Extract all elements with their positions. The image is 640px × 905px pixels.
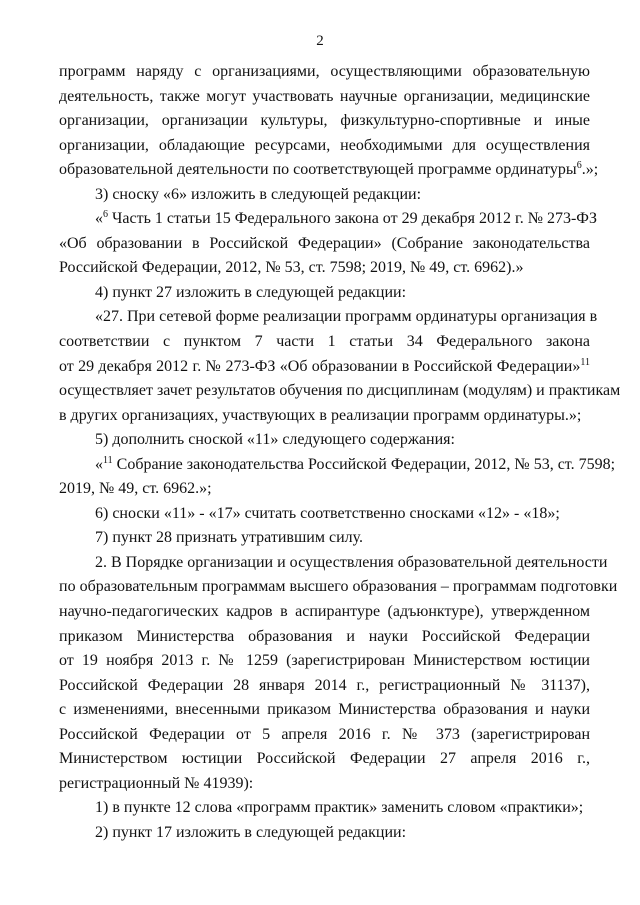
- footnote-marker: 6: [576, 160, 582, 172]
- text-line: [59, 698, 590, 723]
- text-line-content: в других организациях, участвующих в реализации программ ординатуры.»;: [59, 406, 582, 424]
- text-line: [59, 379, 621, 404]
- text-line: [59, 502, 590, 527]
- footnote-marker: 11: [580, 356, 590, 368]
- text-line-content: научно-педагогических кадров в аспирантуре (адъюнктуре), утвержденном: [59, 603, 590, 621]
- text-line: [59, 453, 616, 478]
- text-line: [59, 330, 590, 355]
- text-line-content: от 29 декабря 2012 г. № 273-ФЗ «Об образовании в Российской Федерации»: [59, 357, 581, 375]
- text-line: [59, 232, 590, 257]
- text-line: [59, 551, 608, 576]
- text-line: [59, 85, 590, 110]
- text-line-content: «: [95, 210, 103, 228]
- text-line-content: Российской Федерации 28 января 2014 г., регистрационный № 31137),: [59, 676, 590, 694]
- text-line: [59, 674, 590, 699]
- footnote-marker: 6: [103, 209, 108, 221]
- footnote-marker: 11: [103, 454, 113, 466]
- text-line: [59, 305, 598, 330]
- text-line-content: деятельность, также могут участвовать научные организации, медицинские: [59, 87, 590, 105]
- text-line: [59, 600, 590, 625]
- text-line: [59, 747, 590, 772]
- text-line-content: «Об образовании в Российской Федерации» (Собрание законодательства: [59, 234, 590, 252]
- text-line-content: 7) пункт 28 признать утратившим силу.: [95, 529, 364, 547]
- text-line: [59, 796, 590, 821]
- text-line-content: 1) в пункте 12 слова «программ практик» заменить словом «практики»;: [95, 799, 584, 817]
- text-line: [59, 575, 618, 600]
- text-line: [59, 256, 590, 281]
- text-line: [59, 183, 590, 208]
- text-line-content: от 19 ноября 2013 г. № 1259 (зарегистрирован Министерством юстиции: [59, 652, 590, 670]
- text-line-content: Министерством юстиции Российской Федерации 27 апреля 2016 г.,: [59, 750, 590, 768]
- text-line: [59, 134, 590, 159]
- text-line-content: с изменениями, внесенными приказом Министерства образования и науки: [59, 701, 590, 719]
- text-line: [59, 404, 590, 429]
- text-line-content: 2019, № 49, ст. 6962.»;: [59, 480, 212, 498]
- text-line: [59, 207, 597, 232]
- text-line-content: регистрационный № 41939):: [59, 774, 254, 792]
- text-line: [59, 158, 599, 183]
- text-line-content: 6) сноски «11» - «17» считать соответственно сносками «12» - «18»;: [95, 504, 560, 522]
- text-line-content: 2) пункт 17 изложить в следующей редакции:: [95, 823, 407, 841]
- text-line: [59, 649, 590, 674]
- text-line-continuation: Часть 1 статьи 15 Федерального закона от 29 декабря 2012 г. № 273-ФЗ: [108, 210, 597, 228]
- text-line-content: по образовательным программам высшего образования – программам подготовки: [59, 578, 618, 596]
- text-line-content: 5) дополнить сноской «11» следующего содержания:: [95, 431, 455, 449]
- text-line: [59, 821, 590, 846]
- text-line: [59, 428, 590, 453]
- text-line-content: «27. При сетевой форме реализации программ ординатуры организация в: [95, 308, 598, 326]
- text-line-content: осуществляет зачет результатов обучения по дисциплинам (модулям) и практикам: [59, 382, 621, 400]
- text-line-content: соответствии с пунктом 7 части 1 статьи 34 Федерального закона: [59, 333, 590, 351]
- text-line-content: Российской Федерации, 2012, № 53, ст. 7598; 2019, № 49, ст. 6962).»: [59, 259, 524, 277]
- text-line-content: 3) сноску «6» изложить в следующей редакции:: [95, 185, 422, 203]
- text-line: [59, 355, 590, 380]
- text-line-continuation: .»;: [581, 161, 599, 179]
- document-body: [59, 60, 621, 846]
- page-number: 2: [316, 33, 324, 49]
- text-line: [59, 477, 590, 502]
- text-line-content: программ наряду с организациями, осуществляющими образовательную: [59, 63, 590, 80]
- text-line: [59, 526, 590, 551]
- text-line-continuation: Собрание законодательства Российской Федерации, 2012, № 53, ст. 7598;: [112, 455, 616, 473]
- text-line-content: 2. В Порядке организации и осуществления образовательной деятельности: [95, 553, 608, 571]
- text-line-content: Российской Федерации от 5 апреля 2016 г. № 373 (зарегистрирован: [59, 725, 590, 743]
- text-line-content: 4) пункт 27 изложить в следующей редакции:: [95, 283, 407, 301]
- text-line: [59, 109, 590, 134]
- text-line: [59, 723, 590, 748]
- text-line: [59, 281, 590, 306]
- text-line: [59, 625, 590, 650]
- text-line: [59, 772, 590, 797]
- text-line-content: «: [95, 455, 103, 473]
- text-line-content: организации, обладающие ресурсами, необходимыми для осуществления: [59, 136, 590, 154]
- text-line-content: образовательной деятельности по соответствующей программе ординатуры: [59, 161, 577, 179]
- text-line-content: приказом Министерства образования и науки Российской Федерации: [59, 627, 590, 645]
- text-line: [59, 60, 590, 85]
- text-line-content: организации, организации культуры, физкультурно-спортивные и иные: [59, 112, 590, 130]
